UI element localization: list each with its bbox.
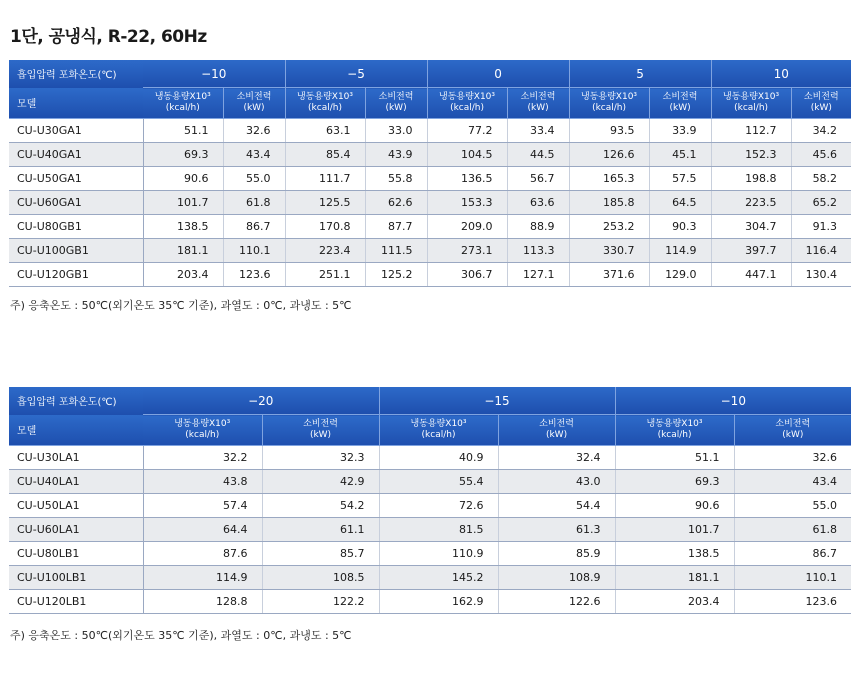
capacity-cell: 253.2 bbox=[569, 215, 649, 239]
temp-header: −10 bbox=[143, 60, 285, 88]
power-cell: 33.0 bbox=[365, 119, 427, 143]
power-cell: 55.0 bbox=[223, 167, 285, 191]
power-header: 소비전력 (kW) bbox=[734, 415, 851, 446]
power-cell: 43.9 bbox=[365, 143, 427, 167]
power-cell: 43.4 bbox=[734, 470, 851, 494]
power-cell: 32.6 bbox=[223, 119, 285, 143]
suction-temp-label: 흡입압력 포화온도(℃) bbox=[9, 387, 143, 415]
capacity-cell: 110.9 bbox=[379, 542, 498, 566]
power-cell: 56.7 bbox=[507, 167, 569, 191]
capacity-cell: 112.7 bbox=[711, 119, 791, 143]
capacity-cell: 203.4 bbox=[615, 590, 734, 614]
capacity-cell: 304.7 bbox=[711, 215, 791, 239]
capacity-cell: 223.4 bbox=[285, 239, 365, 263]
capacity-cell: 69.3 bbox=[615, 470, 734, 494]
capacity-header: 냉동용량X10³ (kcal/h) bbox=[379, 415, 498, 446]
power-cell: 91.3 bbox=[791, 215, 851, 239]
capacity-cell: 101.7 bbox=[615, 518, 734, 542]
capacity-cell: 93.5 bbox=[569, 119, 649, 143]
capacity-cell: 40.9 bbox=[379, 446, 498, 470]
table-row bbox=[9, 542, 851, 566]
capacity-cell: 128.8 bbox=[143, 590, 262, 614]
power-cell: 42.9 bbox=[262, 470, 379, 494]
model-cell: CU-U40GA1 bbox=[9, 143, 143, 167]
power-cell: 61.1 bbox=[262, 518, 379, 542]
capacity-cell: 101.7 bbox=[143, 191, 223, 215]
temperature-header-row bbox=[9, 60, 851, 88]
model-cell: CU-U100GB1 bbox=[9, 239, 143, 263]
power-cell: 127.1 bbox=[507, 263, 569, 287]
power-cell: 85.7 bbox=[262, 542, 379, 566]
power-cell: 45.6 bbox=[791, 143, 851, 167]
capacity-cell: 72.6 bbox=[379, 494, 498, 518]
capacity-header: 냉동용량X10³ (kcal/h) bbox=[427, 88, 507, 119]
power-cell: 43.4 bbox=[223, 143, 285, 167]
table-row bbox=[9, 215, 851, 239]
capacity-cell: 152.3 bbox=[711, 143, 791, 167]
capacity-cell: 145.2 bbox=[379, 566, 498, 590]
temp-header: −10 bbox=[615, 387, 851, 415]
capacity-cell: 397.7 bbox=[711, 239, 791, 263]
power-cell: 129.0 bbox=[649, 263, 711, 287]
table-row bbox=[9, 143, 851, 167]
capacity-cell: 181.1 bbox=[143, 239, 223, 263]
power-cell: 32.4 bbox=[498, 446, 615, 470]
power-cell: 88.9 bbox=[507, 215, 569, 239]
power-cell: 87.7 bbox=[365, 215, 427, 239]
model-cell: CU-U120LB1 bbox=[9, 590, 143, 614]
capacity-cell: 162.9 bbox=[379, 590, 498, 614]
capacity-cell: 125.5 bbox=[285, 191, 365, 215]
table-row bbox=[9, 590, 851, 614]
capacity-cell: 273.1 bbox=[427, 239, 507, 263]
capacity-cell: 57.4 bbox=[143, 494, 262, 518]
model-cell: CU-U120GB1 bbox=[9, 263, 143, 287]
table-row bbox=[9, 494, 851, 518]
capacity-cell: 87.6 bbox=[143, 542, 262, 566]
capacity-cell: 138.5 bbox=[615, 542, 734, 566]
capacity-cell: 136.5 bbox=[427, 167, 507, 191]
power-cell: 32.6 bbox=[734, 446, 851, 470]
power-cell: 122.2 bbox=[262, 590, 379, 614]
power-cell: 43.0 bbox=[498, 470, 615, 494]
capacity-cell: 371.6 bbox=[569, 263, 649, 287]
power-header: 소비전력 (kW) bbox=[262, 415, 379, 446]
model-label: 모델 bbox=[9, 415, 143, 446]
footnote: 주) 응축온도 : 50℃(외기온도 35℃ 기준), 과열도 : 0℃, 과냉도 : 5℃ bbox=[10, 299, 352, 312]
model-cell: CU-U80LB1 bbox=[9, 542, 143, 566]
table-row bbox=[9, 470, 851, 494]
power-cell: 33.4 bbox=[507, 119, 569, 143]
subheader-row bbox=[9, 415, 851, 446]
power-header: 소비전력 (kW) bbox=[507, 88, 569, 119]
capacity-cell: 51.1 bbox=[143, 119, 223, 143]
table-row bbox=[9, 239, 851, 263]
power-cell: 123.6 bbox=[734, 590, 851, 614]
capacity-cell: 170.8 bbox=[285, 215, 365, 239]
capacity-header: 냉동용량X10³ (kcal/h) bbox=[285, 88, 365, 119]
power-cell: 111.5 bbox=[365, 239, 427, 263]
capacity-cell: 185.8 bbox=[569, 191, 649, 215]
power-cell: 55.0 bbox=[734, 494, 851, 518]
power-cell: 110.1 bbox=[734, 566, 851, 590]
capacity-cell: 51.1 bbox=[615, 446, 734, 470]
power-cell: 108.5 bbox=[262, 566, 379, 590]
capacity-cell: 181.1 bbox=[615, 566, 734, 590]
capacity-cell: 111.7 bbox=[285, 167, 365, 191]
model-cell: CU-U80GB1 bbox=[9, 215, 143, 239]
capacity-cell: 43.8 bbox=[143, 470, 262, 494]
power-cell: 85.9 bbox=[498, 542, 615, 566]
capacity-cell: 198.8 bbox=[711, 167, 791, 191]
capacity-cell: 104.5 bbox=[427, 143, 507, 167]
table-row bbox=[9, 119, 851, 143]
capacity-cell: 203.4 bbox=[143, 263, 223, 287]
temp-header: 0 bbox=[427, 60, 569, 88]
power-cell: 116.4 bbox=[791, 239, 851, 263]
capacity-cell: 126.6 bbox=[569, 143, 649, 167]
spec-table-la-lb bbox=[9, 387, 851, 614]
power-cell: 113.3 bbox=[507, 239, 569, 263]
temp-header: 10 bbox=[711, 60, 851, 88]
power-header: 소비전력 (kW) bbox=[365, 88, 427, 119]
power-cell: 33.9 bbox=[649, 119, 711, 143]
power-cell: 57.5 bbox=[649, 167, 711, 191]
model-cell: CU-U100LB1 bbox=[9, 566, 143, 590]
capacity-cell: 306.7 bbox=[427, 263, 507, 287]
power-header: 소비전력 (kW) bbox=[649, 88, 711, 119]
model-cell: CU-U50LA1 bbox=[9, 494, 143, 518]
power-cell: 64.5 bbox=[649, 191, 711, 215]
capacity-cell: 64.4 bbox=[143, 518, 262, 542]
power-cell: 122.6 bbox=[498, 590, 615, 614]
page-title: 1단, 공냉식, R-22, 60Hz bbox=[10, 27, 207, 47]
power-header: 소비전력 (kW) bbox=[498, 415, 615, 446]
power-header: 소비전력 (kW) bbox=[791, 88, 851, 119]
table-body bbox=[9, 446, 851, 614]
power-cell: 125.2 bbox=[365, 263, 427, 287]
power-cell: 61.3 bbox=[498, 518, 615, 542]
power-cell: 62.6 bbox=[365, 191, 427, 215]
power-cell: 123.6 bbox=[223, 263, 285, 287]
model-cell: CU-U60LA1 bbox=[9, 518, 143, 542]
power-cell: 61.8 bbox=[734, 518, 851, 542]
power-cell: 130.4 bbox=[791, 263, 851, 287]
suction-temp-label: 흡입압력 포화온도(℃) bbox=[9, 60, 143, 88]
capacity-header: 냉동용량X10³ (kcal/h) bbox=[615, 415, 734, 446]
power-cell: 55.8 bbox=[365, 167, 427, 191]
temp-header: −5 bbox=[285, 60, 427, 88]
table-body bbox=[9, 119, 851, 287]
power-cell: 44.5 bbox=[507, 143, 569, 167]
capacity-cell: 85.4 bbox=[285, 143, 365, 167]
model-cell: CU-U60GA1 bbox=[9, 191, 143, 215]
capacity-cell: 69.3 bbox=[143, 143, 223, 167]
capacity-cell: 63.1 bbox=[285, 119, 365, 143]
capacity-cell: 138.5 bbox=[143, 215, 223, 239]
capacity-cell: 223.5 bbox=[711, 191, 791, 215]
power-cell: 45.1 bbox=[649, 143, 711, 167]
footnote: 주) 응축온도 : 50℃(외기온도 35℃ 기준), 과열도 : 0℃, 과냉도 : 5℃ bbox=[10, 629, 352, 642]
model-cell: CU-U40LA1 bbox=[9, 470, 143, 494]
subheader-row bbox=[9, 88, 851, 119]
model-cell: CU-U30LA1 bbox=[9, 446, 143, 470]
capacity-cell: 81.5 bbox=[379, 518, 498, 542]
capacity-header: 냉동용량X10³ (kcal/h) bbox=[143, 415, 262, 446]
temp-header: −20 bbox=[143, 387, 379, 415]
capacity-cell: 32.2 bbox=[143, 446, 262, 470]
power-header: 소비전력 (kW) bbox=[223, 88, 285, 119]
capacity-cell: 165.3 bbox=[569, 167, 649, 191]
power-cell: 65.2 bbox=[791, 191, 851, 215]
table-row bbox=[9, 518, 851, 542]
capacity-cell: 90.6 bbox=[615, 494, 734, 518]
capacity-header: 냉동용량X10³ (kcal/h) bbox=[143, 88, 223, 119]
capacity-cell: 251.1 bbox=[285, 263, 365, 287]
power-cell: 54.2 bbox=[262, 494, 379, 518]
table-row bbox=[9, 167, 851, 191]
power-cell: 54.4 bbox=[498, 494, 615, 518]
capacity-cell: 447.1 bbox=[711, 263, 791, 287]
capacity-header: 냉동용량X10³ (kcal/h) bbox=[569, 88, 649, 119]
model-cell: CU-U50GA1 bbox=[9, 167, 143, 191]
power-cell: 90.3 bbox=[649, 215, 711, 239]
table-row bbox=[9, 263, 851, 287]
model-label: 모델 bbox=[9, 88, 143, 119]
power-cell: 114.9 bbox=[649, 239, 711, 263]
capacity-cell: 90.6 bbox=[143, 167, 223, 191]
spec-table-ga-gb bbox=[9, 60, 851, 287]
table-row bbox=[9, 191, 851, 215]
power-cell: 108.9 bbox=[498, 566, 615, 590]
temp-header: −15 bbox=[379, 387, 615, 415]
power-cell: 61.8 bbox=[223, 191, 285, 215]
power-cell: 58.2 bbox=[791, 167, 851, 191]
power-cell: 34.2 bbox=[791, 119, 851, 143]
capacity-cell: 55.4 bbox=[379, 470, 498, 494]
power-cell: 110.1 bbox=[223, 239, 285, 263]
power-cell: 86.7 bbox=[734, 542, 851, 566]
capacity-cell: 330.7 bbox=[569, 239, 649, 263]
table-row bbox=[9, 566, 851, 590]
capacity-header: 냉동용량X10³ (kcal/h) bbox=[711, 88, 791, 119]
model-cell: CU-U30GA1 bbox=[9, 119, 143, 143]
capacity-cell: 209.0 bbox=[427, 215, 507, 239]
temp-header: 5 bbox=[569, 60, 711, 88]
power-cell: 32.3 bbox=[262, 446, 379, 470]
table-row bbox=[9, 446, 851, 470]
temperature-header-row bbox=[9, 387, 851, 415]
capacity-cell: 114.9 bbox=[143, 566, 262, 590]
power-cell: 63.6 bbox=[507, 191, 569, 215]
capacity-cell: 153.3 bbox=[427, 191, 507, 215]
power-cell: 86.7 bbox=[223, 215, 285, 239]
capacity-cell: 77.2 bbox=[427, 119, 507, 143]
